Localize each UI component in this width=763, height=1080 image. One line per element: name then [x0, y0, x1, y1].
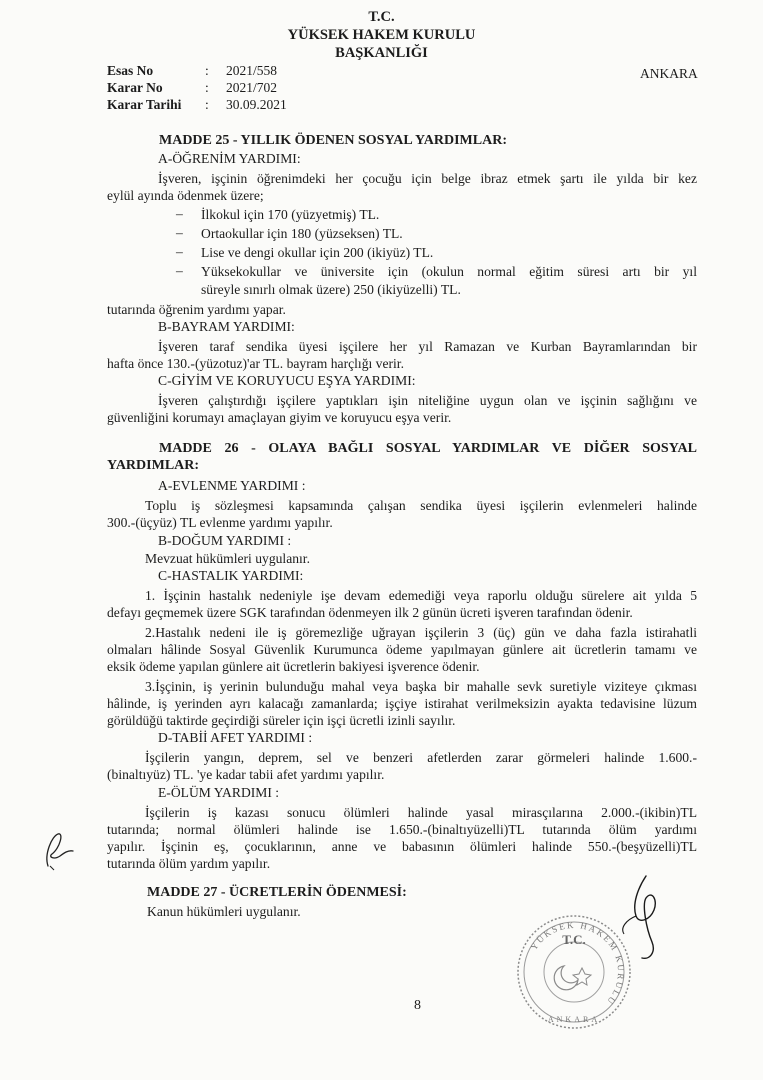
- tarih-label: Karar Tarihi: [107, 97, 182, 112]
- article-27-text: Kanun hükümleri uygulanır.: [147, 904, 301, 919]
- stamp-bottom-text: ANKARA: [547, 1015, 601, 1024]
- ogrenim-p2: eylül ayında ödenmek üzere;: [107, 188, 264, 203]
- olum-title: E-ÖLÜM YARDIMI :: [158, 785, 280, 800]
- afet-p1: İşçilerin yangın, deprem, sel ve benzeri afetlerden zarar görmeleri halinde 1.600.-: [145, 750, 697, 765]
- olum-p4: tutarında ölüm yardım yapılır.: [107, 856, 271, 871]
- evlenme-title: A-EVLENME YARDIMI :: [158, 478, 306, 493]
- article-27-title: MADDE 27 - ÜCRETLERİN ÖDENMESİ:: [147, 885, 407, 900]
- giyim-p1: İşveren çalıştırdığı işçilere yaptıkları işin niteliğine uygun olan ve işçinin sağlığını ve: [158, 393, 697, 408]
- karar-label: Karar No: [107, 80, 163, 95]
- bayram-title: B-BAYRAM YARDIMI:: [158, 319, 295, 334]
- evlenme-p2: 300.-(üçyüz) TL evlenme yardımı yapılır.: [107, 515, 333, 530]
- article-25-title: MADDE 25 - YILLIK ÖDENEN SOSYAL YARDIMLAR:: [159, 133, 507, 148]
- meta-colon: :: [205, 97, 209, 112]
- bayram-p2: hafta önce 130.-(yüzotuz)'ar TL. bayram harçlığı verir.: [107, 356, 404, 371]
- ogrenim-title: A-ÖĞRENİM YARDIMI:: [158, 151, 301, 166]
- stamp-ring-text: YÜKSEK HAKEM KURULU: [528, 919, 627, 1008]
- giyim-title: C-GİYİM VE KORUYUCU EŞYA YARDIMI:: [158, 373, 416, 388]
- list-dash: –: [176, 206, 183, 221]
- bayram-p1: İşveren taraf sendika üyesi işçilere her yıl Ramazan ve Kurban Bayramlarından bir: [158, 339, 697, 354]
- esas-value: 2021/558: [226, 63, 278, 78]
- karar-value: 2021/702: [226, 80, 278, 95]
- dogum-p1: Mevzuat hükümleri uygulanır.: [145, 551, 310, 566]
- article-26-title-cont: YARDIMLAR:: [107, 458, 200, 473]
- olum-p1: İşçilerin iş kazası sonucu ölümleri halinde yasal mirasçılarına 2.000.-(ikibin)TL: [145, 805, 697, 820]
- tarih-value: 30.09.2021: [226, 97, 287, 112]
- page-number: 8: [414, 998, 421, 1013]
- dogum-title: B-DOĞUM YARDIMI :: [158, 533, 292, 548]
- ogrenim-p1: İşveren, işçinin öğrenimdeki her çocuğu için belge ibraz etmek şartı ile yılda bir kez: [158, 171, 697, 186]
- afet-p2: (binaltıyüz) TL. 'ye kadar tabii afet yardımı yapılır.: [107, 767, 385, 782]
- olum-p3: yapılır. İşçinin eş, çocuklarının, anne ve babasının ölümleri halinde 550.-(beşyüzelli)TL: [107, 839, 697, 854]
- margin-initial-signature: [40, 826, 80, 872]
- hastalik-item-1: 1. İşçinin hastalık nedeniyle işe devam edemediği veya raporlu olduğu sürelere ait yılda 5: [145, 588, 697, 603]
- esas-label: Esas No: [107, 63, 154, 78]
- meta-colon: :: [205, 80, 209, 95]
- stamp-top-text: T.C.: [562, 932, 586, 947]
- afet-title: D-TABİİ AFET YARDIMI :: [158, 730, 313, 745]
- hastalik-item-2-end: eksik ödeme yapılan günlere ait ücretlerin bakiyesi işverence ödenir.: [107, 659, 480, 674]
- list-item-ilkokul: İlkokul için 170 (yüzyetmiş) TL.: [201, 207, 380, 222]
- list-dash: –: [176, 263, 183, 278]
- hastalik-item-1-cont: defayı geçmemek üzere SGK tarafından ödenmeyen ilk 2 günün ücreti işveren tarafından ödenir.: [107, 605, 633, 620]
- hastalik-item-2: 2.Hastalık nedeni ile iş göremezliğe uğrayan işçilerin 3 (üç) gün ve daha fazla istirahatli: [145, 625, 697, 640]
- official-stamp: [512, 910, 636, 1034]
- ogrenim-end: tutarında öğrenim yardımı yapar.: [107, 302, 286, 317]
- list-dash: –: [176, 225, 183, 240]
- article-26-title: MADDE 26 - OLAYA BAĞLI SOSYAL YARDIMLAR VE DİĞER SOSYAL: [159, 441, 697, 456]
- city: ANKARA: [640, 66, 698, 81]
- list-item-lise: Lise ve dengi okullar için 200 (ikiyüz) TL.: [201, 245, 434, 260]
- hastalik-title: C-HASTALIK YARDIMI:: [158, 568, 304, 583]
- list-item-universite: Yüksekokullar ve üniversite için (okulun normal eğitim süresi artı bir yıl: [201, 264, 697, 279]
- olum-p2: tutarında; normal ölümleri halinde ise 1.650.-(binaltıyüzelli)TL tutarında ölüm yardımı: [107, 822, 697, 837]
- hastalik-item-2-cont: olmaları hâlinde Sosyal Güvenlik Kurumunca ödeme yapılmayan günlere ait ücretlerin tamamı ve: [107, 642, 697, 657]
- meta-colon: :: [205, 63, 209, 78]
- hastalik-item-3: 3.İşçinin, iş yerinin bulunduğu mahal veya başka bir mahalle sevk suretiyle viziteye çıkması: [145, 679, 697, 694]
- header-tc: T.C.: [368, 9, 395, 25]
- list-item-ortaokul: Ortaokullar için 180 (yüzseksen) TL.: [201, 226, 403, 241]
- giyim-p2: güvenliğini korumayı amaçlayan giyim ve koruyucu eşya verir.: [107, 410, 452, 425]
- hastalik-item-3-cont: hâlinde, iş yerinden ayrı kalacağı zamanlarda; işçiye istirahat verilmeksizin ayakta tedavisine lüzum: [107, 696, 697, 711]
- header-institution: YÜKSEK HAKEM KURULU: [287, 27, 476, 43]
- hastalik-item-3-end: görüldüğü taktirde geçirdiği süreler için işçi ücretli izinli sayılır.: [107, 713, 456, 728]
- evlenme-p1: Toplu iş sözleşmesi kapsamında çalışan sendika üyesi işçilerin evlenmeleri halinde: [145, 498, 697, 513]
- header-presidency: BAŞKANLIĞI: [335, 45, 428, 61]
- list-dash: –: [176, 244, 183, 259]
- list-item-universite-cont: süreyle sınırlı olmak üzere) 250 (ikiyüzelli) TL.: [201, 282, 461, 297]
